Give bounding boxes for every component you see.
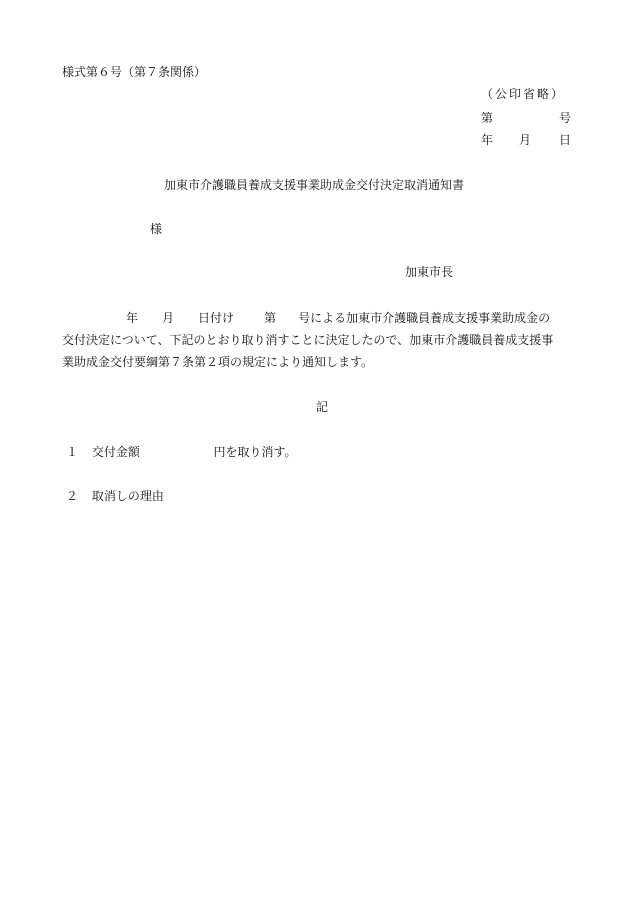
item-1-label: 交付金額	[91, 445, 140, 459]
item-2-number: ２	[66, 489, 79, 503]
body-line-2: 交付決定について、下記のとおり取り消すことに決定したので、加東市介護職員養成支援事	[62, 333, 554, 347]
body-month: 月	[162, 311, 175, 325]
body-line-1-rest: 号による加東市介護職員養成支援事業助成金の	[298, 311, 551, 325]
number-prefix: 第	[481, 111, 494, 125]
item-2	[66, 488, 164, 504]
form-number: 様式第６号（第７条関係）	[62, 65, 207, 79]
body-day: 日付け	[198, 311, 235, 325]
issuer: 加東市長	[405, 265, 454, 279]
body-number-prefix: 第	[264, 311, 277, 325]
item-2-label: 取消しの理由	[91, 489, 164, 503]
number-suffix: 号	[558, 111, 571, 125]
addressee: 様	[150, 222, 163, 236]
item-1-text: 円を取り消す。	[213, 445, 297, 459]
item-1	[66, 444, 297, 460]
body-line-3: 業助成金交付要綱第７条第２項の規定により通知します。	[62, 355, 374, 369]
notice-body	[62, 307, 582, 373]
document-title: 加東市介護職員養成支援事業助成金交付決定取消通知書	[164, 178, 465, 192]
body-line-1	[62, 307, 582, 329]
document-date-row	[481, 132, 571, 148]
date-month: 月	[519, 133, 532, 147]
seal-omitted-note: （公印省略）	[481, 87, 566, 101]
body-year: 年	[126, 311, 139, 325]
ki-heading: 記	[316, 400, 329, 414]
date-day: 日	[558, 133, 571, 147]
date-year: 年	[481, 133, 494, 147]
item-1-number: １	[66, 445, 79, 459]
document-number-row	[481, 110, 571, 126]
